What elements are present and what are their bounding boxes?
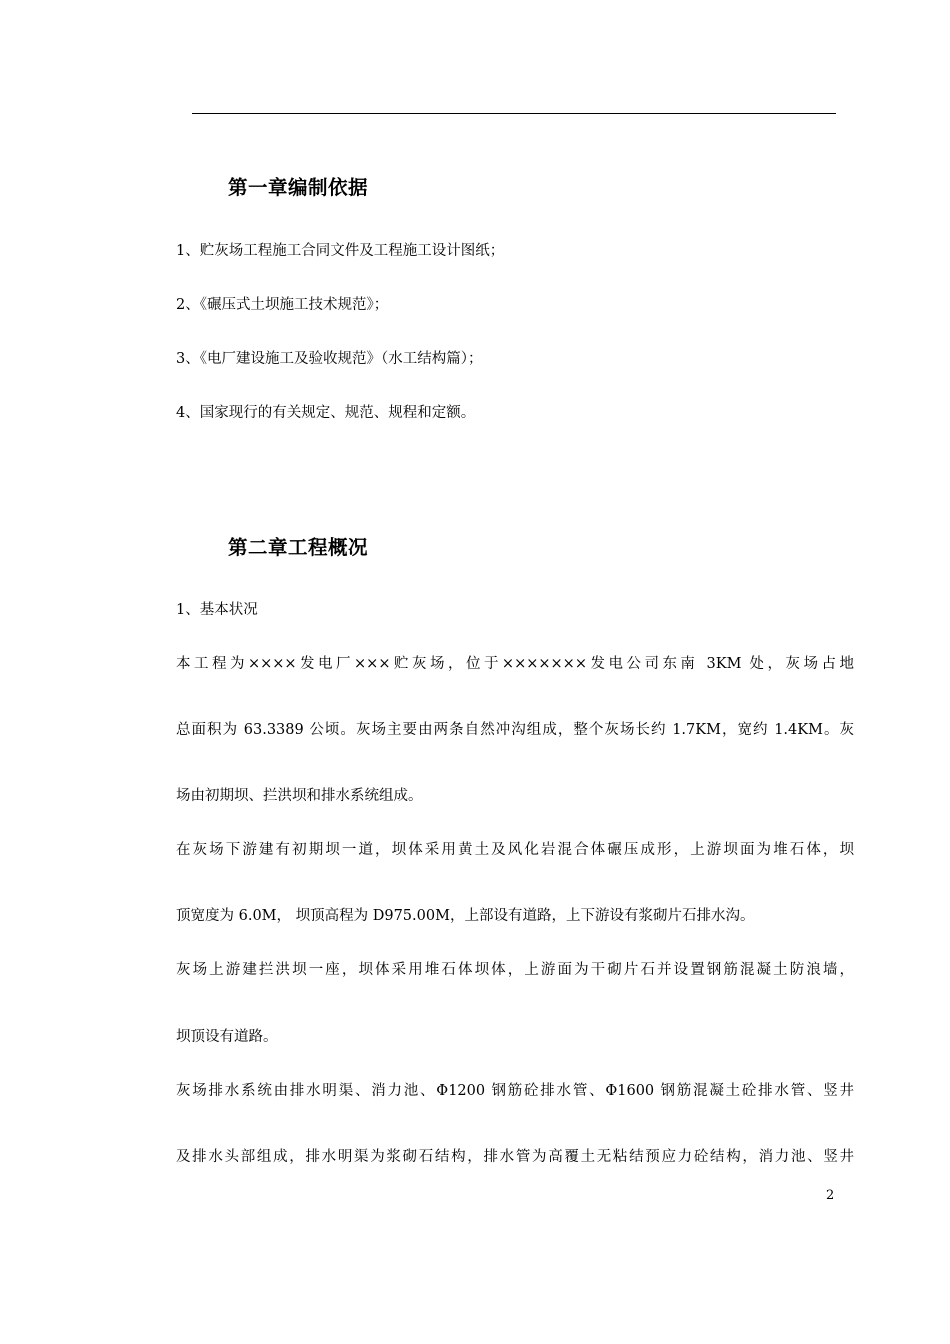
paragraph-line: 顶宽度为 6.0M， 坝顶高程为 D975.00M，上部设有道路，上下游设有浆砌片石排水沟。 [176,908,755,924]
basis-item-1: 1、贮灰场工程施工合同文件及工程施工设计图纸； [176,243,505,259]
paragraph-line: 灰场上游建拦洪坝一座，坝体采用堆石体坝体，上游面为干砌片石并设置钢筋混凝土防浪墙， [176,962,854,978]
header-rule [192,113,836,114]
page-number: 2 [826,1188,835,1203]
chapter-1-title: 第一章编制依据 [228,176,369,199]
paragraph-line: 及排水头部组成，排水明渠为浆砌石结构，排水管为高覆土无粘结预应力砼结构，消力池、竖井 [176,1149,854,1165]
paragraph-line: 总面积为 63.3389 公顷。灰场主要由两条自然冲沟组成，整个灰场长约 1.7KM，宽约 1.4KM。灰 [176,722,854,738]
paragraph-line: 灰场排水系统由排水明渠、消力池、Φ1200 钢筋砼排水管、Φ1600 钢筋混凝土砼排水管、竖井 [176,1083,854,1099]
paragraph-line: 在灰场下游建有初期坝一道，坝体采用黄土及风化岩混合体碾压成形，上游坝面为堆石体，坝 [176,842,854,858]
basis-item-2: 2、《碾压式土坝施工技术规范》； [176,297,389,313]
basis-item-4: 4、国家现行的有关规定、规范、规程和定额。 [176,405,476,421]
section-heading-basic-status: 1、基本状况 [176,602,258,618]
basis-item-3: 3、《电厂建设施工及验收规范》（水工结构篇）； [176,351,483,367]
paragraph-line: 坝顶设有道路。 [176,1029,278,1045]
paragraph-line: 场由初期坝、拦洪坝和排水系统组成。 [176,788,423,804]
paragraph-line: 本工程为××××发电厂×××贮灰场，位于×××××××发电公司东南 3KM 处，灰场占地 [176,656,854,672]
chapter-2-title: 第二章工程概况 [228,536,369,559]
